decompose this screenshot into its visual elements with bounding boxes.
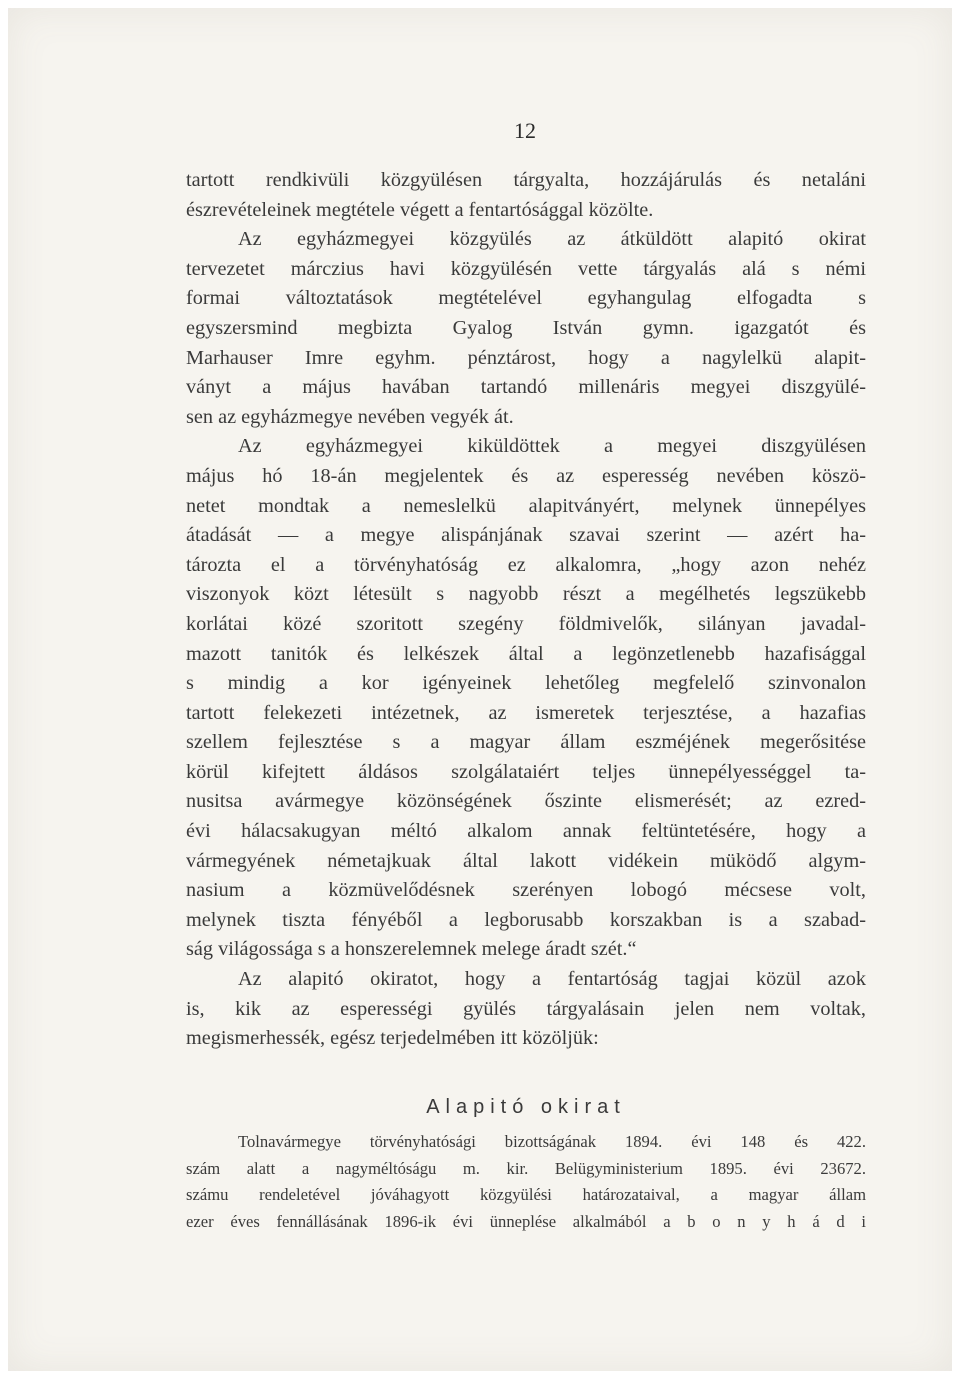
text-line: is, kik az esperességi gyülés tárgyalásain jelen nem voltak, <box>186 997 866 1020</box>
text-line: vármegyének németajkuak által lakott vidékein müködő algym- <box>186 849 866 872</box>
body-text <box>186 166 866 1054</box>
text-line: ványt a május havában tartandó millenáris megyei diszgyülé- <box>186 376 866 399</box>
text-line: melynek tiszta fényéből a legborusabb korszakban is a szabad- <box>186 908 866 931</box>
text-line: számu rendeletével jóváhagyott közgyülési határozataival, a magyar állam <box>186 1185 866 1205</box>
text-line: s mindig a kor igényeinek lehetőleg megfelelő szinvonalon <box>186 672 866 695</box>
text-line: körül kifejtett áldásos szolgálataiért teljes ünnepélyességgel ta- <box>186 760 866 783</box>
text-line: tározta el a törvényhatóság ez alkalomra, „hogy azon nehéz <box>186 553 866 576</box>
text-line: egyszersmind megbizta Gyalog István gymn. igazgatót és <box>186 316 866 339</box>
text-line: Tolnavármegye törvényhatósági bizottságának 1894. évi 148 és 422. <box>238 1132 866 1151</box>
text-line: nusitsa avármegye közönségének őszinte elismerését; az ezred- <box>186 790 866 813</box>
text-line: ság világossága s a honszerelemnek melege áradt szét.“ <box>186 938 637 961</box>
text-line: viszonyok közt létesült s nagyobb részt a megélhetés legszükebb <box>186 583 866 606</box>
text-line: Az alapitó okiratot, hogy a fentartóság tagjai közül azok <box>238 968 866 991</box>
text-line: átadását — a megye alispánjának szavai szerint — azért ha- <box>186 524 866 547</box>
document-page <box>8 8 952 1371</box>
text-line: korlátai közé szoritott szegény földmivelők, silányan javadal- <box>186 612 866 635</box>
text-line: sen az egyházmegye nevében vegyék át. <box>186 405 514 428</box>
text-line: észrevételeinek megtétele végett a fentartósággal közölte. <box>186 198 654 221</box>
text-line: szám alatt a nagyméltóságu m. kir. Belügyministerium 1895. évi 23672. <box>186 1158 866 1178</box>
text-line: megismerhessék, egész terjedelmében itt közöljük: <box>186 1027 599 1050</box>
text-line: május hó 18-án megjelentek és az esperesség nevében köszö- <box>186 464 866 487</box>
text-line: ezer éves fennállásának 1896-ik évi ünneplése alkalmából a b o n y h á d i <box>186 1211 866 1231</box>
text-line: tartott felekezeti intézetnek, az ismeretek terjesztése, a hazafias <box>186 701 866 724</box>
text-line: Az egyházmegyei közgyülés az átküldött alapitó okirat <box>238 228 866 251</box>
text-line: nasium a közmüvelődésnek szerényen lobogó mécsese volt, <box>186 879 866 902</box>
text-line: mazott tanitók és lelkészek által a legönzetlenebb hazafisággal <box>186 642 866 665</box>
text-line: netet mondtak a nemeslelkü alapitványért, melynek ünnepélyes <box>186 494 866 517</box>
text-line: tartott rendkivüli közgyülésen tárgyalta, hozzájárulás és netaláni <box>186 169 866 191</box>
text-line: Marhauser Imre egyhm. pénztárost, hogy a nagylelkü alapit- <box>186 346 866 369</box>
text-line: tervezetet márczius havi közgyülésén vette tárgyalás alá s némi <box>186 257 866 280</box>
document-intro-text <box>186 1129 866 1235</box>
text-line: szellem fejlesztése s a magyar állam eszméjének megerősitése <box>186 731 866 754</box>
text-line: évi hálacsakugyan méltó alkalom annak feltüntetésére, hogy a <box>186 820 866 843</box>
text-line: Az egyházmegyei kiküldöttek a megyei diszgyülésen <box>238 435 866 458</box>
text-line: formai változtatások megtételével egyhangulag elfogadta s <box>186 287 866 310</box>
page-number: 12 <box>514 118 536 143</box>
section-heading: Alapitó okirat <box>426 1096 626 1118</box>
